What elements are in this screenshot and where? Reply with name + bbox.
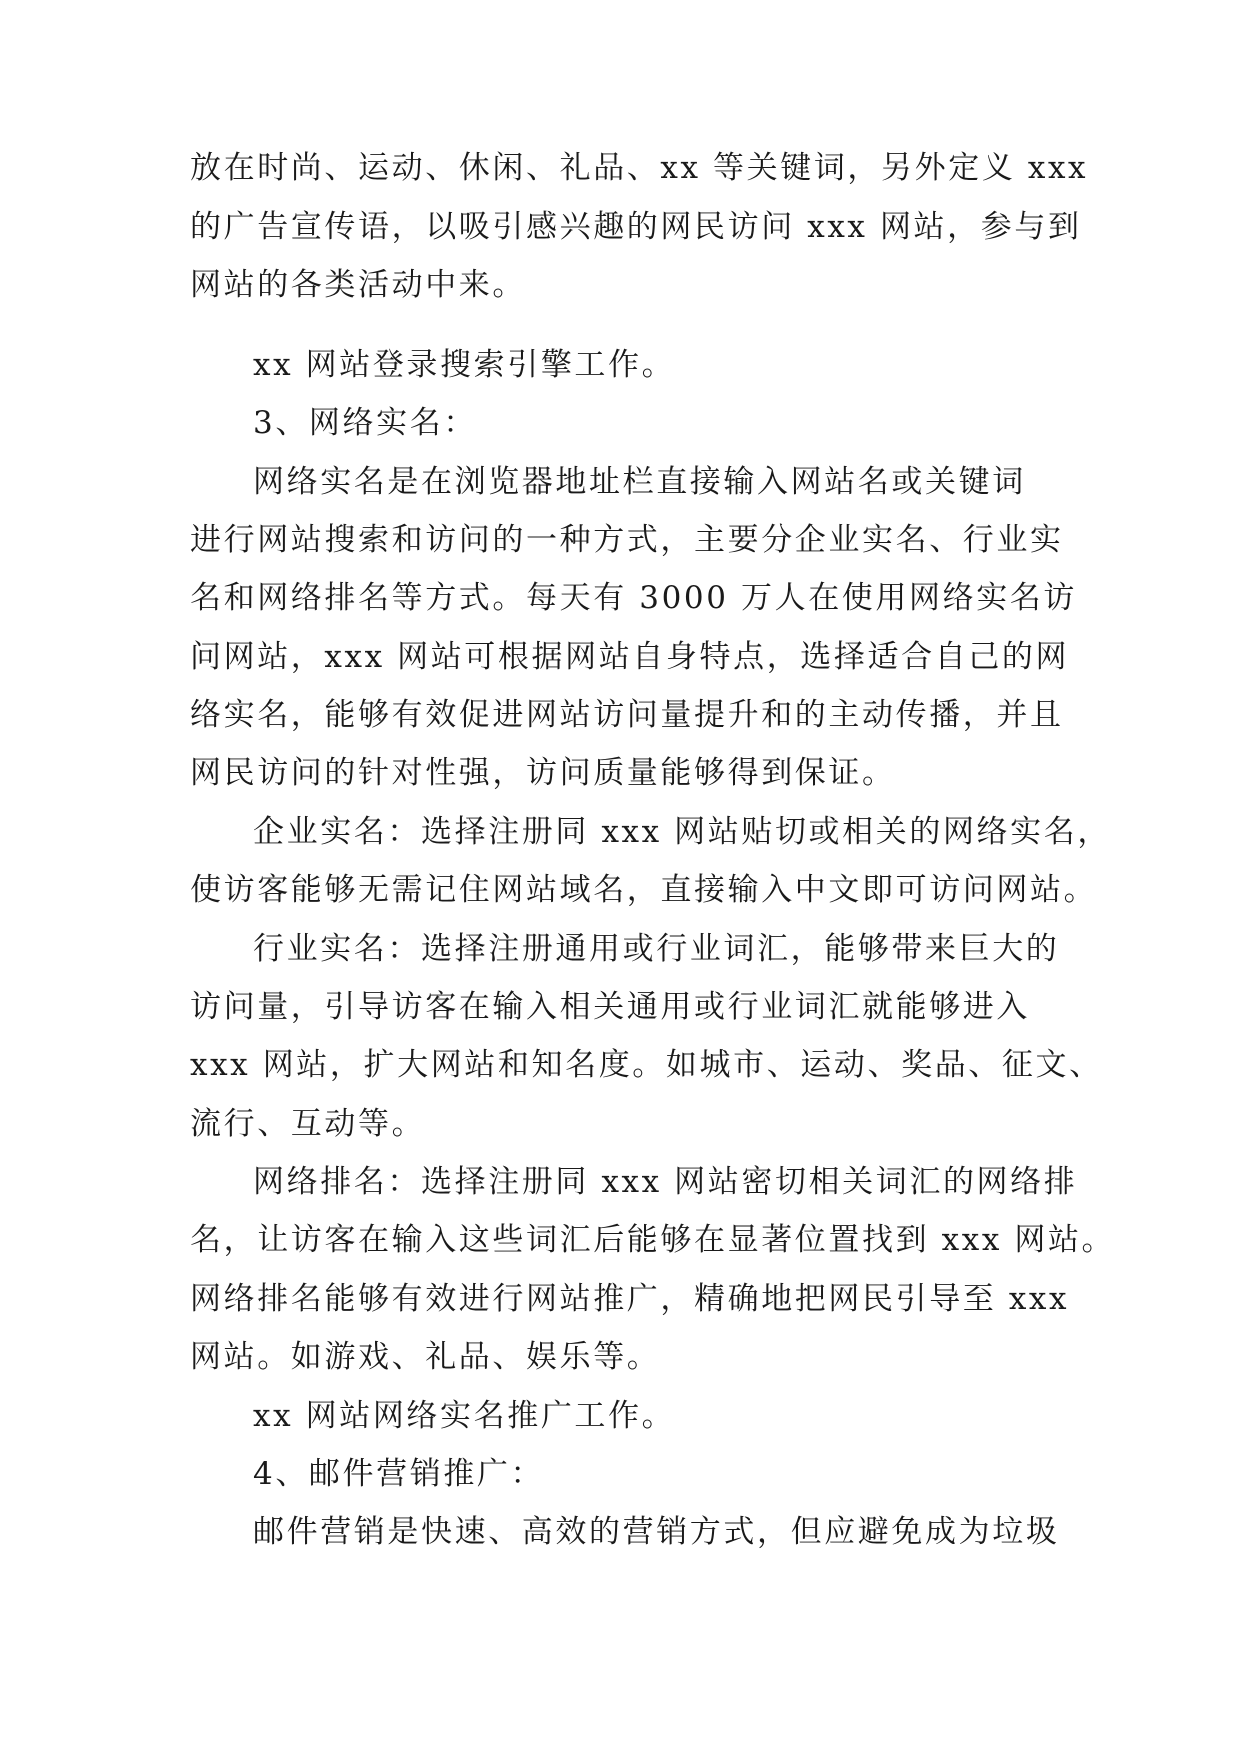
text-line: 名和网络排名等方式。每天有 3000 万人在使用网络实名访 <box>190 580 1077 616</box>
text-line: 流行、互动等。 <box>190 1106 426 1142</box>
text-line: xx 网站网络实名推广工作。 <box>253 1398 676 1434</box>
text-line: 网络实名是在浏览器地址栏直接输入网站名或关键词 <box>253 464 1026 500</box>
text-line: 企业实名：选择注册同 xxx 网站贴切或相关的网络实名， <box>253 814 1111 850</box>
text-line: 网站。如游戏、礼品、娱乐等。 <box>190 1339 661 1375</box>
text-line: 网络排名：选择注册同 xxx 网站密切相关词汇的网络排 <box>253 1164 1078 1200</box>
section-heading: 3、网络实名： <box>253 405 477 441</box>
text-line: 名，让访客在输入这些词汇后能够在显著位置找到 xxx 网站。 <box>190 1222 1116 1258</box>
text-line: 问网站，xxx 网站可根据网站自身特点，选择适合自己的网 <box>190 639 1070 675</box>
section-heading: 4、邮件营销推广： <box>253 1456 545 1492</box>
text-line: 络实名，能够有效促进网站访问量提升和的主动传播，并且 <box>190 697 1064 733</box>
text-line: 进行网站搜索和访问的一种方式，主要分企业实名、行业实 <box>190 522 1064 558</box>
text-line: 访问量，引导访客在输入相关通用或行业词汇就能够进入 <box>190 989 1030 1025</box>
text-line: 行业实名：选择注册通用或行业词汇，能够带来巨大的 <box>253 931 1060 967</box>
text-line: 网站的各类活动中来。 <box>190 267 526 303</box>
text-line: xx 网站登录搜索引擎工作。 <box>253 347 676 383</box>
text-line: 网民访问的针对性强，访问质量能够得到保证。 <box>190 755 896 791</box>
text-line: 邮件营销是快速、高效的营销方式，但应避免成为垃圾 <box>253 1514 1060 1550</box>
text-line: xxx 网站，扩大网站和知名度。如城市、运动、奖品、征文、 <box>190 1047 1103 1083</box>
text-line: 使访客能够无需记住网站域名，直接输入中文即可访问网站。 <box>190 872 1098 908</box>
text-line: 放在时尚、运动、休闲、礼品、xx 等关键词，另外定义 xxx <box>190 150 1089 186</box>
text-line: 的广告宣传语，以吸引感兴趣的网民访问 xxx 网站，参与到 <box>190 209 1082 245</box>
text-line: 网络排名能够有效进行网站推广，精确地把网民引导至 xxx <box>190 1281 1070 1317</box>
